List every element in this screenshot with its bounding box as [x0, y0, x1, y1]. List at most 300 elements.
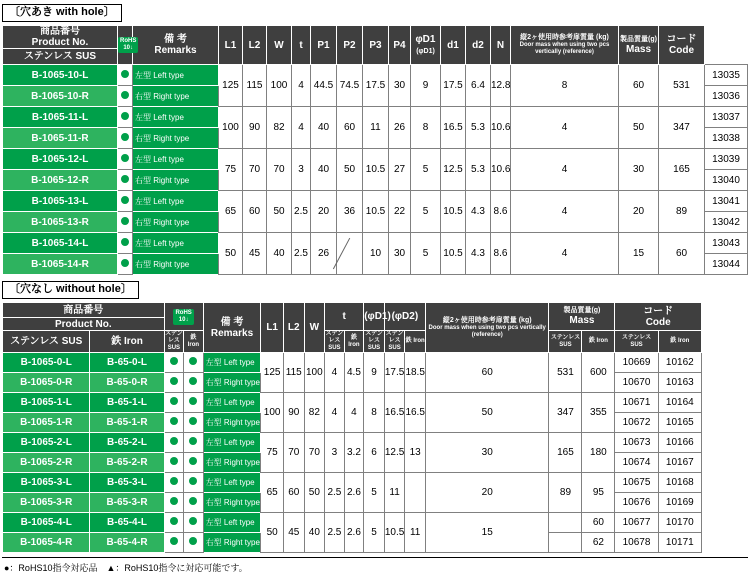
rohs-dot-icon: [170, 457, 178, 465]
cell-product-sus[interactable]: B-1065-1-L: [3, 393, 90, 413]
cell-remarks: 右型 Right type: [203, 413, 261, 433]
cell-remarks: 左型 Left type: [133, 233, 219, 254]
cell-code: 13041: [705, 191, 748, 212]
rohs-dot-icon: [121, 154, 129, 162]
col2-mass-jp: 製品質量(g): [563, 307, 601, 314]
col-mass-en: Mass: [625, 43, 651, 55]
cell-remarks: 左型 Left type: [133, 191, 219, 212]
cell-product-no[interactable]: B-1065-11-L: [3, 107, 118, 128]
col2-remarks: [203, 303, 261, 353]
rohs-10-label: 10↓: [123, 45, 134, 51]
cell-w: 82: [267, 107, 292, 149]
footnote: ●：RoHS10指令対応品 ▲：RoHS10指令に対応可能です。: [4, 563, 248, 573]
cell-t-iron: 4.5: [344, 353, 364, 393]
cell-product-sus[interactable]: B-1065-4-L: [3, 513, 90, 533]
col-w: W: [267, 26, 292, 65]
col2-d1-sus: ステンレス SUS: [365, 331, 383, 351]
cell-d2-iron: 16.5: [405, 393, 426, 433]
cell-code-sus: 10676: [615, 493, 658, 513]
cell-product-no[interactable]: B-1065-10-R: [3, 86, 118, 107]
rohs-dot-icon: [121, 259, 129, 267]
col2-d1-iron: 鉄 Iron: [405, 331, 426, 353]
cell-code-iron: 10166: [658, 433, 701, 453]
cell-n: 4: [511, 107, 619, 149]
col-material-sus: ステンレス SUS: [3, 49, 118, 65]
cell-code: 13037: [705, 107, 748, 128]
col-p1: P1: [311, 26, 337, 65]
col-d2: d2: [466, 26, 491, 65]
cell-w: 100: [267, 65, 292, 107]
col2-code-iron: 鉄 Iron: [658, 331, 701, 353]
cell-rohs-iron: [184, 533, 204, 553]
rohs-dot-icon: [121, 217, 129, 225]
cell-mass-iron: 60: [582, 513, 615, 533]
table-body-with-hole: [3, 65, 748, 275]
col2-d1phi: (φD1): [364, 303, 385, 331]
cell-product-sus[interactable]: B-1065-1-R: [3, 413, 90, 433]
cell-door-mass: 60: [619, 65, 659, 107]
cell-w: 40: [267, 233, 292, 275]
rohs-dot-icon: [170, 437, 178, 445]
cell-remarks: 左型 Left type: [203, 433, 261, 453]
col2-mass-sus: ステンレス SUS: [549, 331, 582, 353]
cell-p2: 36: [337, 191, 363, 233]
col2-d1-sus2: ステンレス SUS: [385, 331, 404, 351]
cell-rohs-iron: [184, 453, 204, 473]
rohs-badge: [118, 37, 138, 53]
cell-d2-iron: [405, 473, 426, 513]
cell-l1: 125: [261, 353, 284, 393]
cell-remarks: 右型 Right type: [203, 453, 261, 473]
table-body-without-hole: [3, 353, 702, 553]
cell-n2: 12.8: [491, 65, 511, 107]
cell-l2: 60: [283, 473, 304, 513]
cell-w: 70: [304, 433, 325, 473]
cell-d2-sus: 17.5: [384, 353, 405, 393]
col2-w: W: [304, 303, 325, 353]
cell-p1: 44.5: [311, 65, 337, 107]
cell-door-mass: 60: [425, 353, 549, 393]
rohs-dot-icon: [189, 377, 197, 385]
rohs-dot-icon: [121, 196, 129, 204]
rohs-label: RoHS: [175, 309, 192, 316]
cell-w: 82: [304, 393, 325, 433]
table-row: [3, 107, 748, 128]
cell-rohs-sus: [164, 433, 184, 453]
cell-rohs-iron: [184, 513, 204, 533]
cell-code-iron: 10163: [658, 373, 701, 393]
cell-n: 4: [511, 233, 619, 275]
cell-rohs-sus: [164, 373, 184, 393]
col2-code: [615, 303, 702, 331]
cell-w: 50: [304, 473, 325, 513]
cell-d1: 10.5: [441, 191, 466, 233]
col-d1phi-label: φD1: [415, 34, 436, 45]
cell-t-sus: 3: [325, 433, 345, 473]
cell-p3: 10: [363, 233, 389, 275]
cell-t-sus: 4: [325, 393, 345, 433]
rohs-dot-icon: [189, 517, 197, 525]
col2-l2: L2: [283, 303, 304, 353]
cell-l1: 125: [219, 65, 243, 107]
cell-l2: 60: [243, 191, 267, 233]
cell-rohs-iron: [184, 493, 204, 513]
cell-p2: [337, 233, 363, 275]
rohs-dot-icon: [189, 437, 197, 445]
cell-remarks: 左型 Left type: [203, 353, 261, 373]
cell-d2-iron: 13: [405, 433, 426, 473]
section-title-without-hole: 〔穴なし without hole〕: [2, 281, 139, 299]
cell-code-iron: 10164: [658, 393, 701, 413]
cell-d2-sus: 10.5: [384, 513, 405, 553]
col-product-no: [3, 26, 118, 49]
cell-l2: 90: [243, 107, 267, 149]
cell-product-sus[interactable]: B-1065-3-L: [3, 473, 90, 493]
cell-rohs: [118, 65, 133, 86]
cell-t-iron: 2.6: [344, 473, 364, 513]
cell-d1-sus: 6: [364, 433, 385, 473]
col-rohs: [118, 26, 137, 65]
table-row: [3, 513, 702, 533]
rohs-dot-icon: [189, 417, 197, 425]
cell-product-sus[interactable]: B-1065-4-R: [3, 533, 90, 553]
cell-rohs-sus: [164, 473, 184, 493]
cell-l1: 50: [261, 513, 284, 553]
rohs-dot-icon: [189, 397, 197, 405]
cell-rohs: [118, 107, 133, 128]
cell-d1-sus: 8: [364, 393, 385, 433]
col-l2: L2: [243, 26, 267, 65]
cell-t: 2.5: [292, 191, 311, 233]
cell-mass-sus: [549, 533, 582, 553]
table-without-hole: [2, 302, 702, 553]
col2-remarks-en: Remarks: [210, 327, 254, 339]
cell-remarks: 右型 Right type: [133, 212, 219, 233]
cell-t-iron: 3.2: [344, 433, 364, 473]
cell-code-sus: 10674: [615, 453, 658, 473]
table-row: [3, 393, 702, 413]
cell-l2: 70: [283, 433, 304, 473]
cell-door-mass: 15: [619, 233, 659, 275]
cell-remarks: 右型 Right type: [133, 170, 219, 191]
cell-mass: 60: [659, 233, 705, 275]
col-door-mass-en: Door mass when using two pcs vertically (reference): [519, 42, 610, 55]
cell-code-iron: 10167: [658, 453, 701, 473]
cell-l2: 115: [243, 65, 267, 107]
cell-rohs-iron: [184, 353, 204, 373]
col2-d2phi: (φD2): [384, 303, 425, 331]
cell-p1: 26: [311, 233, 337, 275]
cell-rohs-iron: [184, 393, 204, 413]
cell-p4: 30: [389, 65, 411, 107]
cell-t-sus: 2.5: [325, 473, 345, 513]
cell-code-iron: 10162: [658, 353, 701, 373]
col2-product-no-en: Product No.: [3, 318, 165, 331]
col-code-jp: コード: [666, 34, 697, 45]
cell-code-iron: 10171: [658, 533, 701, 553]
col2-door-mass-en: Door mass when using two pcs vertically (reference): [428, 324, 546, 338]
rohs-dot-icon: [121, 175, 129, 183]
cell-product-no[interactable]: B-1065-11-R: [3, 128, 118, 149]
col-code-en: Code: [669, 45, 694, 56]
cell-d1: 12.5: [441, 149, 466, 191]
cell-l1: 65: [219, 191, 243, 233]
cell-mass: 347: [659, 107, 705, 149]
col-product-no-en: Product No.: [31, 37, 89, 48]
cell-product-iron[interactable]: B-65-2-R: [90, 453, 164, 473]
cell-d1phi: 5: [411, 191, 441, 233]
col-d1phi-sub: (φD1): [416, 48, 435, 55]
cell-code-sus: 10669: [615, 353, 658, 373]
cell-product-iron[interactable]: B-65-4-R: [90, 533, 164, 553]
cell-code-sus: 10670: [615, 373, 658, 393]
col2-door-mass: [425, 303, 549, 353]
col2-code-sus: ステンレス SUS: [615, 331, 658, 353]
cell-code-sus: 10675: [615, 473, 658, 493]
cell-product-no[interactable]: B-1065-14-L: [3, 233, 118, 254]
cell-door-mass: 30: [425, 433, 549, 473]
cell-door-mass: 20: [425, 473, 549, 513]
cell-code: 13044: [705, 254, 748, 275]
cell-t-iron: 2.6: [344, 513, 364, 553]
col2-code-en: Code: [645, 316, 671, 328]
cell-code: 13035: [705, 65, 748, 86]
cell-rohs: [118, 191, 133, 212]
cell-product-iron[interactable]: B-65-4-L: [90, 513, 164, 533]
cell-rohs-iron: [184, 413, 204, 433]
cell-rohs-sus: [164, 353, 184, 373]
cell-w: 100: [304, 353, 325, 393]
cell-remarks: 右型 Right type: [203, 533, 261, 553]
cell-mass-iron: 95: [582, 473, 615, 513]
table-with-hole: [2, 25, 748, 275]
cell-d2: 5.3: [466, 149, 491, 191]
col-mass: [619, 26, 659, 65]
cell-n: 8: [511, 65, 619, 107]
cell-d2: 4.3: [466, 233, 491, 275]
cell-code-sus: 10672: [615, 413, 658, 433]
rohs-label: RoHS: [120, 38, 137, 44]
cell-d1-sus: 5: [364, 513, 385, 553]
cell-mass-sus: 165: [549, 433, 582, 473]
cell-product-no[interactable]: B-1065-13-R: [3, 212, 118, 233]
cell-product-no[interactable]: B-1065-12-L: [3, 149, 118, 170]
col2-product-no: [3, 303, 165, 318]
col2-material-sus: ステンレス SUS: [3, 331, 90, 353]
cell-l1: 100: [219, 107, 243, 149]
cell-p3: 17.5: [363, 65, 389, 107]
cell-product-iron[interactable]: B-65-1-L: [90, 393, 164, 413]
cell-l2: 115: [283, 353, 304, 393]
cell-product-no[interactable]: B-1065-14-R: [3, 254, 118, 275]
cell-code: 13038: [705, 128, 748, 149]
cell-rohs-sus: [164, 413, 184, 433]
col-d1: d1: [441, 26, 466, 65]
cell-t: 2.5: [292, 233, 311, 275]
cell-n2: 8.6: [491, 233, 511, 275]
cell-n: 4: [511, 191, 619, 233]
cell-mass-sus: 89: [549, 473, 582, 513]
cell-t: 3: [292, 149, 311, 191]
cell-d2: 4.3: [466, 191, 491, 233]
cell-remarks: 右型 Right type: [203, 373, 261, 393]
cell-d2: 6.4: [466, 65, 491, 107]
col2-t-iron: 鉄 Iron: [344, 331, 364, 353]
col-p3: P3: [363, 26, 389, 65]
cell-product-no[interactable]: B-1065-12-R: [3, 170, 118, 191]
col-n: N: [491, 26, 511, 65]
col-p4: P4: [389, 26, 411, 65]
rohs-dot-icon: [170, 497, 178, 505]
cell-product-iron[interactable]: B-65-3-L: [90, 473, 164, 493]
col2-t: t: [325, 303, 364, 331]
cell-l1: 50: [219, 233, 243, 275]
col2-remarks-jp: 備 考: [220, 316, 244, 328]
cell-n: 4: [511, 149, 619, 191]
cell-rohs-sus: [164, 493, 184, 513]
cell-rohs-iron: [184, 473, 204, 493]
rohs-dot-icon: [170, 397, 178, 405]
cell-code-iron: 10169: [658, 493, 701, 513]
cell-product-sus[interactable]: B-1065-2-R: [3, 453, 90, 473]
table-row: [3, 233, 748, 254]
cell-product-sus[interactable]: B-1065-2-L: [3, 433, 90, 453]
cell-t: 4: [292, 107, 311, 149]
cell-mass: 89: [659, 191, 705, 233]
col2-rohs: [164, 303, 203, 331]
rohs-badge: [173, 309, 193, 325]
cell-l1: 65: [261, 473, 284, 513]
cell-d1: 10.5: [441, 233, 466, 275]
rohs-dot-icon: [189, 457, 197, 465]
table-row: [3, 473, 702, 493]
cell-d2-sus: 12.5: [384, 433, 405, 473]
cell-product-iron[interactable]: B-65-3-R: [90, 493, 164, 513]
cell-product-sus[interactable]: B-1065-0-L: [3, 353, 90, 373]
col-code: [659, 26, 705, 65]
cell-mass-iron: 62: [582, 533, 615, 553]
cell-product-iron[interactable]: B-65-2-L: [90, 433, 164, 453]
cell-l1: 75: [219, 149, 243, 191]
cell-code-iron: 10165: [658, 413, 701, 433]
cell-d2-iron: 11: [405, 513, 426, 553]
col-d1phi: [411, 26, 441, 65]
cell-product-no[interactable]: B-1065-10-L: [3, 65, 118, 86]
rohs-10-label: 10↓: [178, 316, 189, 323]
rohs-dot-icon: [170, 477, 178, 485]
cell-l2: 90: [283, 393, 304, 433]
table-row: [3, 149, 748, 170]
col-product-no-jp: 商品番号: [40, 26, 80, 37]
cell-code: 13043: [705, 233, 748, 254]
col2-rohs-sus: ステンレス SUS: [165, 331, 183, 351]
rohs-dot-icon: [121, 91, 129, 99]
cell-d1phi: 8: [411, 107, 441, 149]
rohs-dot-icon: [170, 377, 178, 385]
col2-material-iron: 鉄 Iron: [90, 331, 164, 353]
col2-mass-en: Mass: [569, 315, 595, 326]
cell-door-mass: 50: [619, 107, 659, 149]
col2-mass: [549, 303, 615, 331]
rohs-dot-icon: [121, 70, 129, 78]
cell-rohs-sus: [164, 393, 184, 413]
cell-code: 13042: [705, 212, 748, 233]
col-mass-jp: 製品質量(g): [620, 35, 657, 43]
cell-mass: 165: [659, 149, 705, 191]
cell-p4: 22: [389, 191, 411, 233]
col-t: t: [292, 26, 311, 65]
cell-product-sus[interactable]: B-1065-3-R: [3, 493, 90, 513]
cell-d1: 17.5: [441, 65, 466, 107]
cell-rohs: [118, 128, 133, 149]
section-title-with-hole: 〔穴あき with hole〕: [2, 4, 122, 22]
cell-mass-iron: 600: [582, 353, 615, 393]
cell-p2: 60: [337, 107, 363, 149]
cell-d1phi: 5: [411, 149, 441, 191]
cell-product-sus[interactable]: B-1065-0-R: [3, 373, 90, 393]
cell-p2: 74.5: [337, 65, 363, 107]
cell-product-iron[interactable]: B-65-0-L: [90, 353, 164, 373]
cell-d1phi: 9: [411, 65, 441, 107]
cell-mass-iron: 180: [582, 433, 615, 473]
cell-d2-iron: 18.5: [405, 353, 426, 393]
cell-code-iron: 10170: [658, 513, 701, 533]
col2-t-sus: ステンレス SUS: [325, 331, 344, 351]
cell-product-iron[interactable]: B-65-1-R: [90, 413, 164, 433]
col2-product-no-jp: 商品番号: [63, 304, 104, 316]
table-row: [3, 433, 702, 453]
cell-rohs: [118, 86, 133, 107]
cell-p3: 10.5: [363, 149, 389, 191]
cell-d1phi: 5: [411, 233, 441, 275]
table-row: [3, 65, 748, 86]
cell-mass-iron: 355: [582, 393, 615, 433]
cell-rohs: [118, 170, 133, 191]
cell-rohs: [118, 149, 133, 170]
rohs-dot-icon: [189, 357, 197, 365]
cell-remarks: 左型 Left type: [203, 393, 261, 413]
cell-rohs-iron: [184, 373, 204, 393]
cell-remarks: 左型 Left type: [203, 513, 261, 533]
cell-remarks: 左型 Left type: [133, 149, 219, 170]
cell-product-iron[interactable]: B-65-0-R: [90, 373, 164, 393]
cell-w: 50: [267, 191, 292, 233]
cell-l2: 45: [243, 233, 267, 275]
cell-d1-sus: 5: [364, 473, 385, 513]
cell-rohs: [118, 254, 133, 275]
cell-t: 4: [292, 65, 311, 107]
cell-p2: 50: [337, 149, 363, 191]
cell-code: 13036: [705, 86, 748, 107]
cell-w: 40: [304, 513, 325, 553]
cell-remarks: 左型 Left type: [133, 107, 219, 128]
cell-mass-sus: [549, 513, 582, 533]
cell-l1: 100: [261, 393, 284, 433]
rohs-dot-icon: [121, 133, 129, 141]
col-door-mass: [511, 26, 619, 65]
cell-remarks: 左型 Left type: [133, 65, 219, 86]
cell-rohs: [118, 233, 133, 254]
cell-code-iron: 10168: [658, 473, 701, 493]
cell-l1: 75: [261, 433, 284, 473]
cell-remarks: 左型 Left type: [203, 473, 261, 493]
cell-t-sus: 2.5: [325, 513, 345, 553]
cell-rohs-iron: [184, 433, 204, 453]
rohs-dot-icon: [170, 517, 178, 525]
cell-product-no[interactable]: B-1065-13-L: [3, 191, 118, 212]
cell-p1: 20: [311, 191, 337, 233]
cell-l2: 45: [283, 513, 304, 553]
